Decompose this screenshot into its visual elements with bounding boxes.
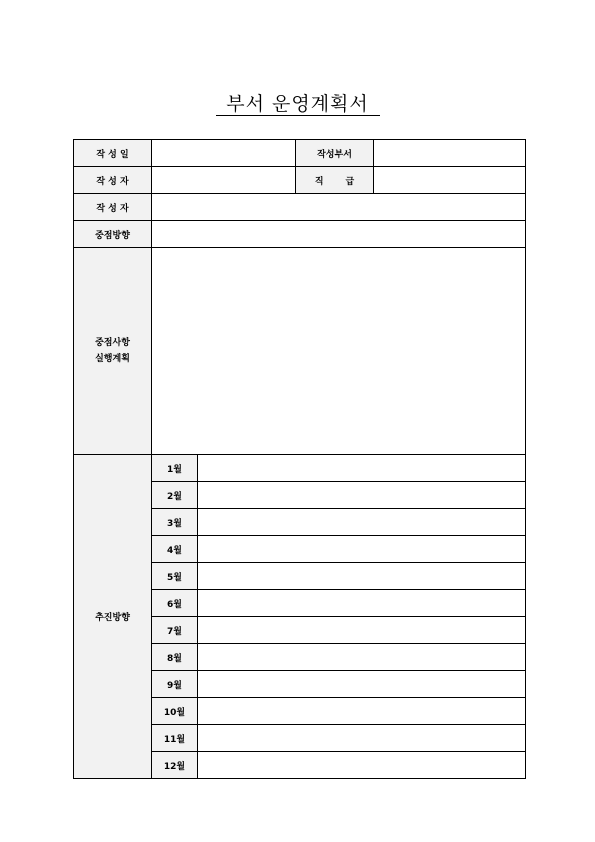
operation-plan-form [73, 139, 526, 779]
label-focus-items-line2: 실행계획 [95, 354, 130, 364]
month-label-2: 2월 [152, 482, 198, 509]
month-label-12: 12월 [152, 752, 198, 779]
label-focus-direction: 중점방향 [74, 221, 152, 248]
label-focus-items [74, 248, 152, 455]
field-month-8[interactable] [198, 644, 526, 671]
month-label-7: 7월 [152, 617, 198, 644]
label-department: 작성부서 [296, 140, 374, 167]
label-position: 직 급 [296, 167, 374, 194]
month-label-8: 8월 [152, 644, 198, 671]
field-month-4[interactable] [198, 536, 526, 563]
field-focus-direction[interactable] [152, 221, 526, 248]
field-month-11[interactable] [198, 725, 526, 752]
field-author[interactable] [152, 167, 296, 194]
field-author-2[interactable] [152, 194, 526, 221]
field-month-5[interactable] [198, 563, 526, 590]
month-label-10: 10월 [152, 698, 198, 725]
field-month-1[interactable] [198, 455, 526, 482]
field-department[interactable] [374, 140, 526, 167]
row-focus-items [74, 248, 526, 455]
label-author-2: 작 성 자 [74, 194, 152, 221]
field-month-7[interactable] [198, 617, 526, 644]
label-progress-direction: 추진방향 [74, 455, 152, 779]
row-focus-direction [74, 221, 526, 248]
month-label-4: 4월 [152, 536, 198, 563]
month-label-5: 5월 [152, 563, 198, 590]
title-underline [216, 115, 380, 116]
month-label-9: 9월 [152, 671, 198, 698]
row-month-1 [74, 455, 526, 482]
label-date: 작 성 일 [74, 140, 152, 167]
field-month-2[interactable] [198, 482, 526, 509]
document-title: 부서 운영계획서 [226, 93, 369, 115]
row-date [74, 140, 526, 167]
field-month-10[interactable] [198, 698, 526, 725]
field-position[interactable] [374, 167, 526, 194]
month-label-1: 1월 [152, 455, 198, 482]
field-date[interactable] [152, 140, 296, 167]
field-month-6[interactable] [198, 590, 526, 617]
field-month-9[interactable] [198, 671, 526, 698]
row-author2 [74, 194, 526, 221]
row-author [74, 167, 526, 194]
month-label-11: 11월 [152, 725, 198, 752]
month-label-3: 3월 [152, 509, 198, 536]
field-month-3[interactable] [198, 509, 526, 536]
label-focus-items-line1: 중점사항 [95, 338, 130, 348]
label-author: 작 성 자 [74, 167, 152, 194]
field-focus-items[interactable] [152, 248, 526, 455]
month-label-6: 6월 [152, 590, 198, 617]
field-month-12[interactable] [198, 752, 526, 779]
